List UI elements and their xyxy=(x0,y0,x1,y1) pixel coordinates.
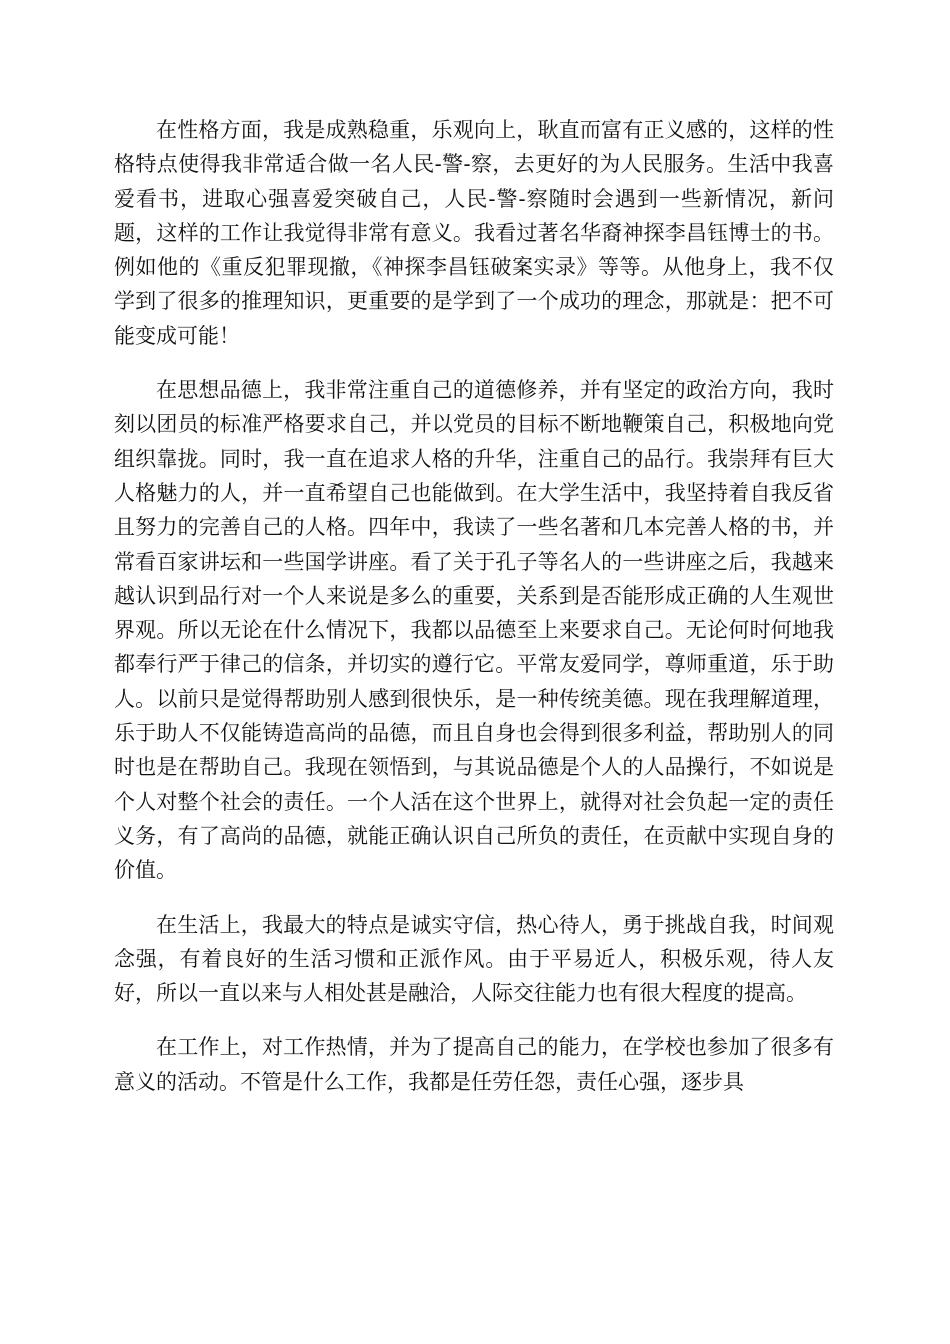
document-page xyxy=(114,113,834,1119)
paragraph-life: 在生活上，我最大的特点是诚实守信，热心待人，勇于挑战自我，时间观念强，有着良好的生活习惯和正派作风。由于平易近人，积极乐观，待人友好，所以一直以来与人相处甚是融洽，人际交往能力也有很大程度的提高。 xyxy=(114,912,834,1006)
paragraph-personality: 在性格方面，我是成熟稳重，乐观向上，耿直而富有正义感的，这样的性格特点使得我非常适合做一名人民-警-察，去更好的为人民服务。生活中我喜爱看书，进取心强喜爱突破自己，人民-警-察随时会遇到一些新情况，新问题，这样的工作让我觉得非常有意义。我看过著名华裔神探李昌钰博士的书。例如他的《重反犯罪现撤，《神探李昌钰破案实录》等等。从他身上，我不仅学到了很多的推理知识，更重要的是学到了一个成功的理念，那就是：把不可能变成可能！ xyxy=(114,118,834,348)
paragraph-morality: 在思想品德上，我非常注重自己的道德修养，并有坚定的政治方向，我时刻以团员的标准严格要求自己，并以党员的目标不断地鞭策自己，积极地向党组织靠拢。同时，我一直在追求人格的升华，注重自己的品行。我崇拜有巨大人格魅力的人，并一直希望自己也能做到。在大学生活中，我坚持着自我反省且努力的完善自己的人格。四年中，我读了一些名著和几本完善人格的书，并常看百家讲坛和一些国学讲座。看了关于孔子等名人的一些讲座之后，我越来越认识到品行对一个人来说是多么的重要，关系到是否能形成正确的人生观世界观。所以无论在什么情况下，我都以品德至上来要求自己。无论何时何地我都奉行严于律己的信条，并切实的遵行它。平常友爱同学，尊师重道，乐于助人。以前只是觉得帮助别人感到很快乐，是一种传统美德。现在我理解道理，乐于助人不仅能铸造高尚的品德，而且自身也会得到很多利益，帮助别人的同时也是在帮助自己。我现在领悟到，与其说品德是个人的人品操行，不如说是个人对整个社会的责任。一个人活在这个世界上，就得对社会负起一定的责任义务，有了高尚的品德，就能正确认识自己所负的责任，在贡献中实现自身的价值。 xyxy=(114,378,834,883)
paragraph-work: 在工作上，对工作热情，并为了提高自己的能力，在学校也参加了很多有意义的活动。不管是什么工作，我都是任劳任怨，责任心强，逐步具 xyxy=(114,1035,834,1094)
